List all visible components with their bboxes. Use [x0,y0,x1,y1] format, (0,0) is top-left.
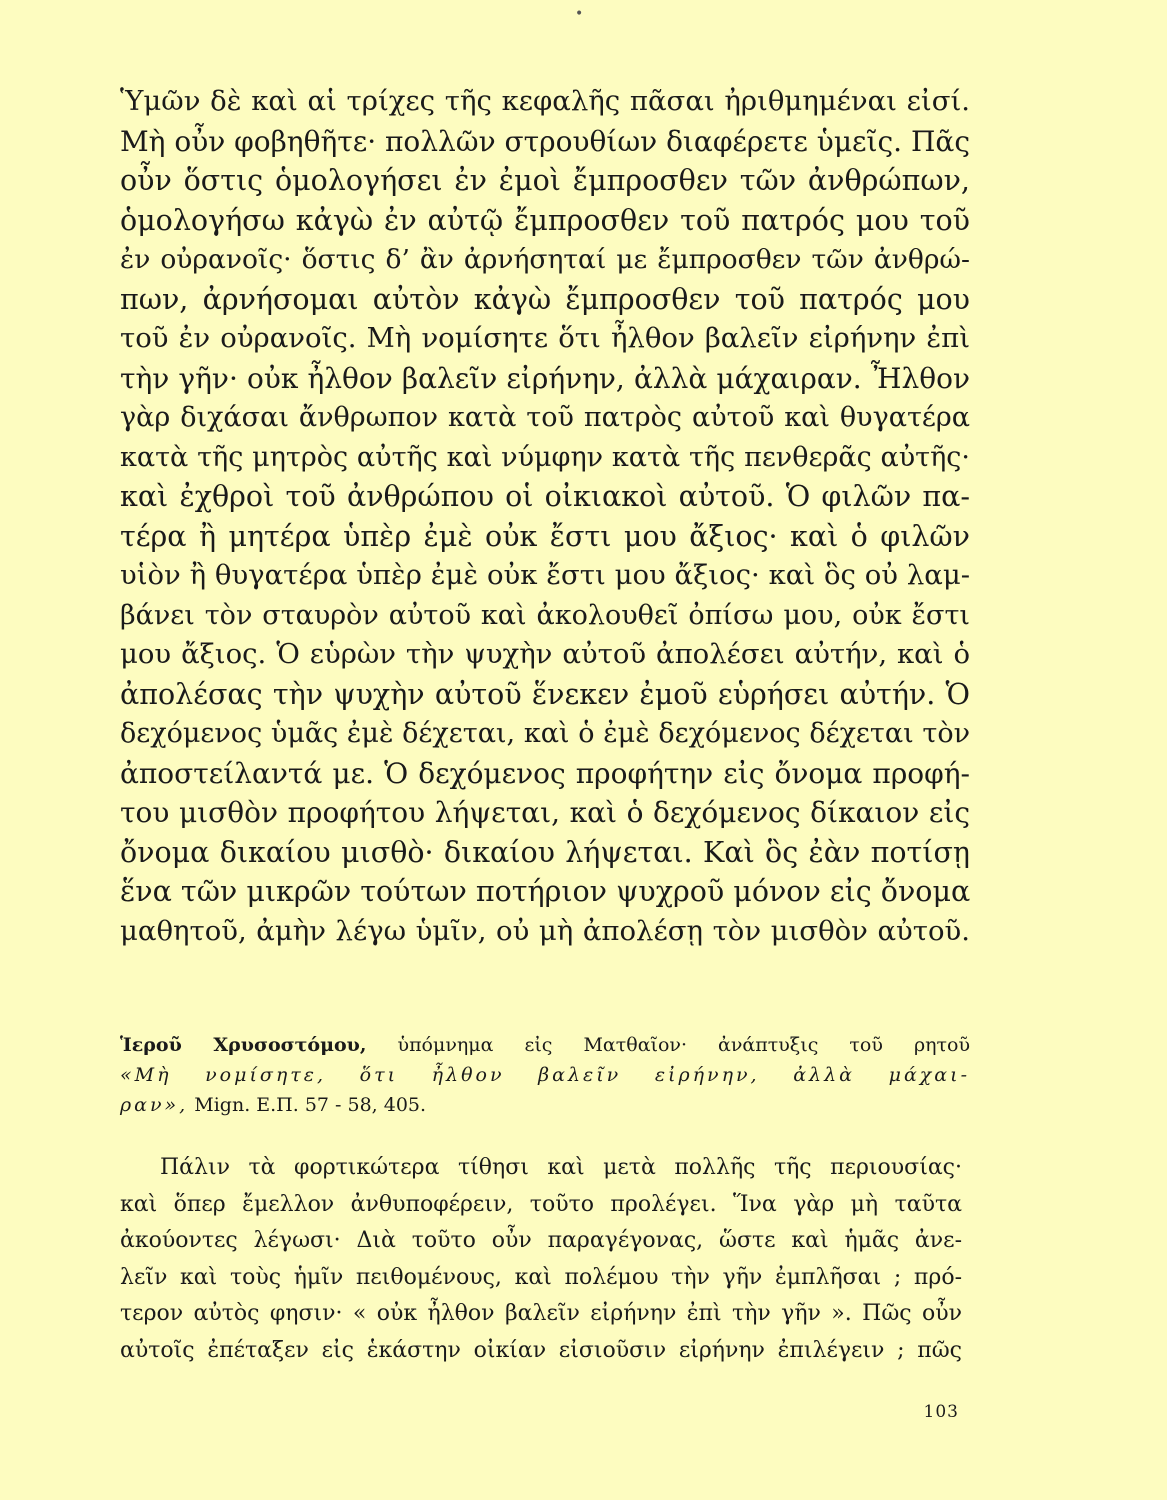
passage-line: βάνει τὸν σταυρὸν αὐτοῦ καὶ ἀκολουθεῖ ὀπίσω μου, οὐκ ἔστι [120,599,970,631]
passage-line: γὰρ διχάσαι ἄνθρωπον κατὰ τοῦ πατρὸς αὐτοῦ καὶ θυγατέρα [120,402,970,433]
passage-line: ἕνα τῶν μικρῶν τούτων ποτήριον ψυχροῦ μόνον εἰς ὄνομα [120,875,971,908]
citation-block [120,1030,970,1120]
page-number: 103 [923,1402,959,1422]
passage-line: οὖν ὅστις ὁμολογήσει ἐν ἐμοὶ ἔμπροσθεν τῶν ἀνθρώπων, [120,164,970,197]
passage-line: υἱὸν ἢ θυγατέρα ὑπὲρ ἐμὲ οὐκ ἔστι μου ἄξιος· καὶ ὃς οὐ λαμ- [120,559,970,591]
passage-line: καὶ ἐχθροὶ τοῦ ἀνθρώπου οἱ οἰκιακοὶ αὐτοῦ. Ὁ φιλῶν πα- [120,480,970,513]
top-dot-mark: • [575,6,584,22]
citation-quote: «Μὴ νομίσητε, ὅτι ἦλθον βαλεῖν εἰρήνην, ἀλλὰ μάχαι- [120,1064,970,1086]
passage-line: πων, ἀρνήσομαι αὐτὸν κἀγὼ ἔμπροσθεν τοῦ πατρός μου [120,282,970,316]
commentary-line: τερον αὐτὸς φησιν· « οὐκ ἦλθον βαλεῖν εἰρήνην ἐπὶ τὴν γῆν ». Πῶς οὖν [120,1301,962,1326]
passage-line: κατὰ τῆς μητρὸς αὐτῆς καὶ νύμφην κατὰ τῆς πενθερᾶς αὐτῆς· [120,441,970,473]
commentary-line: λεῖν καὶ τοὺς ἡμῖν πειθομένους, καὶ πολέμου τὴν γῆν ἐμπλῆσαι ; πρό- [120,1264,962,1290]
passage-line: τοῦ ἐν οὐρανοῖς. Μὴ νομίσητε ὅτι ἦλθον βαλεῖν εἰρήνην ἐπὶ [120,322,970,354]
citation-author: Ἱεροῦ Χρυσοστόμου, [120,1034,367,1056]
commentary-line: αὐτοῖς ἐπέταξεν εἰς ἑκάστην οἰκίαν εἰσιοῦσιν εἰρήνην ἐπιλέγειν ; πῶς [120,1337,962,1363]
commentary-line: Πάλιν τὰ φορτικώτερα τίθησι καὶ μετὰ πολλῆς τῆς περιουσίας· [160,1155,962,1180]
passage-line: ὁμολογήσω κἀγὼ ἐν αὐτῷ ἔμπροσθεν τοῦ πατρός μου τοῦ [120,203,970,237]
passage-line: μαθητοῦ, ἀμὴν λέγω ὑμῖν, οὐ μὴ ἀπολέσῃ τὸν μισθὸν αὐτοῦ. [120,914,970,947]
citation-quote-end: ραν», [120,1094,189,1116]
passage-line: ἀποστείλαντά με. Ὁ δεχόμενος προφήτην εἰς ὄνομα προφή- [120,756,970,790]
passage-line: Μὴ οὖν φοβηθῆτε· πολλῶν στρουθίων διαφέρετε ὑμεῖς. Πᾶς [120,124,970,158]
passage-line: ὄνομα δικαίου μισθὸ· δικαίου λήψεται. Καὶ ὃς ἐὰν ποτίσῃ [120,835,970,869]
passage-line: δεχόμενος ὑμᾶς ἐμὲ δέχεται, καὶ ὁ ἐμὲ δεχόμενος δέχεται τὸν [120,718,970,749]
citation-line-1 [120,1030,970,1060]
citation-line-3 [120,1090,970,1120]
commentary-paragraph [120,1150,962,1369]
passage-line: τέρα ἢ μητέρα ὑπὲρ ἐμὲ οὐκ ἔστι μου ἄξιος· καὶ ὁ φιλῶν [120,519,970,553]
passage-line: μου ἄξιος. Ὁ εὑρὼν τὴν ψυχὴν αὐτοῦ ἀπολέσει αὐτήν, καὶ ὁ [120,638,970,670]
commentary-line: καὶ ὅπερ ἔμελλον ἀνθυποφέρειν, τοῦτο προλέγει. Ἵνα γὰρ μὴ ταῦτα [120,1191,962,1217]
citation-reference: Mign. Ε.Π. 57 - 58, 405. [188,1094,427,1116]
passage-line: τὴν γῆν· οὐκ ἦλθον βαλεῖν εἰρήνην, ἀλλὰ μάχαιραν. Ἦλθον [120,361,970,395]
passage-line: ἐν οὐρανοῖς· ὅστις δ’ ἂν ἀρνήσηταί με ἔμπροσθεν τῶν ἀνθρώ- [120,244,970,275]
commentary-line: ἀκούοντες λέγωσι· Διὰ τοῦτο οὖν παραγέγονας, ὥστε καὶ ἡμᾶς ἀνε- [120,1228,962,1253]
citation-work: ὑπόμνημα εἰς Ματθαῖον· ἀνάπτυξις τοῦ ρητοῦ [397,1034,970,1056]
passage-line: Ὑμῶν δὲ καὶ αἱ τρίχες τῆς κεφαλῆς πᾶσαι ἠριθμημέναι εἰσί. [120,85,970,117]
scripture-passage [120,82,970,951]
passage-line: ἀπολέσας τὴν ψυχὴν αὐτοῦ ἕνεκεν ἐμοῦ εὑρήσει αὐτήν. Ὁ [120,677,970,711]
passage-line: του μισθὸν προφήτου λήψεται, καὶ ὁ δεχόμενος δίκαιον εἰς [120,796,970,829]
